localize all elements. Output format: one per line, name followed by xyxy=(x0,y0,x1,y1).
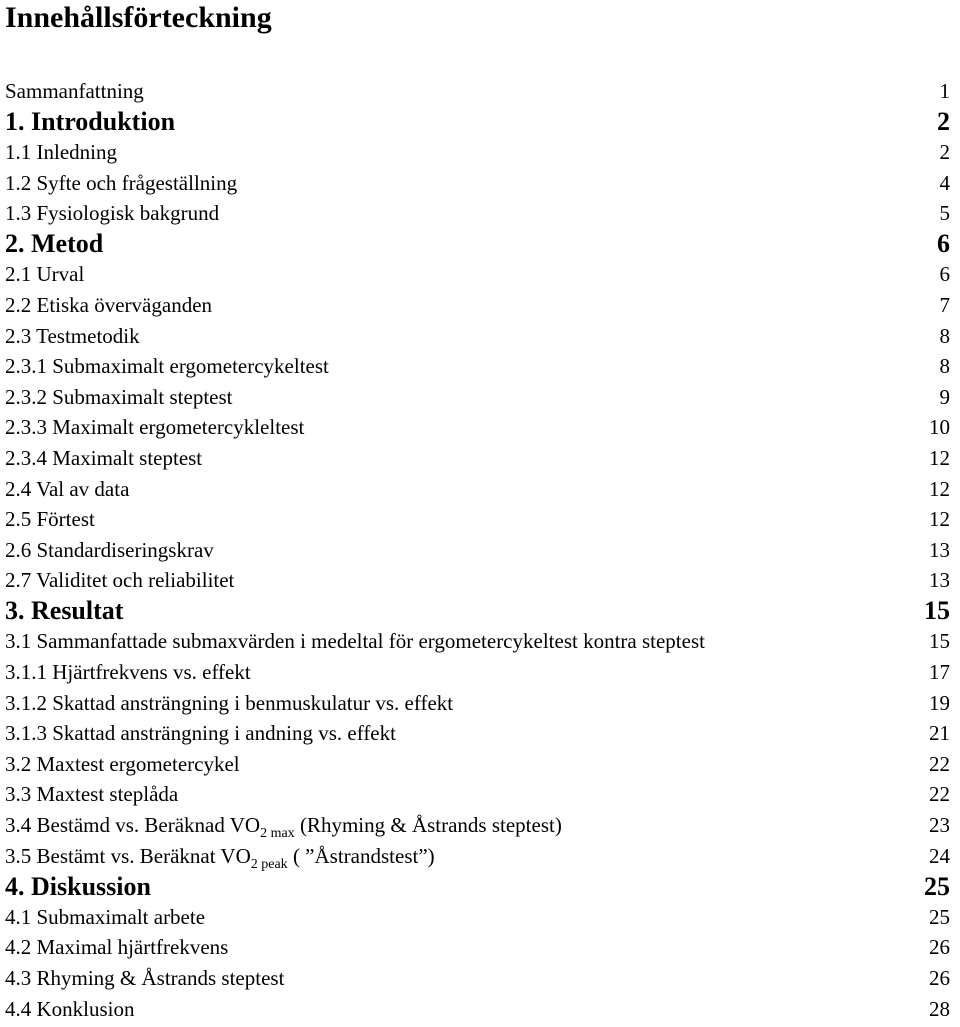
toc-entry-page: 25 xyxy=(929,904,950,929)
toc-entry-page: 12 xyxy=(929,507,950,532)
toc-section-row xyxy=(5,137,950,168)
toc-entry-title: 2.1 Urval xyxy=(5,262,85,287)
toc-entry-title-text: 3.5 Bestämt vs. Beräknat VO xyxy=(5,843,251,868)
table-of-contents xyxy=(5,76,950,1024)
toc-section-row xyxy=(5,290,950,321)
toc-entry-title: 2.2 Etiska överväganden xyxy=(5,292,213,317)
toc-entry-title: 3.2 Maxtest ergometercykel xyxy=(5,751,240,776)
toc-section-row xyxy=(5,168,950,199)
toc-entry-page: 9 xyxy=(939,384,950,409)
toc-chapter-row xyxy=(5,596,950,627)
toc-section-row xyxy=(5,688,950,719)
toc-entry-page: 8 xyxy=(939,354,950,379)
toc-section-row xyxy=(5,963,950,994)
toc-entry-page: 15 xyxy=(929,629,950,654)
toc-entry-title: 2.5 Förtest xyxy=(5,507,95,532)
toc-section-row xyxy=(5,198,950,229)
toc-section-row xyxy=(5,382,950,413)
toc-section-row xyxy=(5,718,950,749)
toc-section-row xyxy=(5,535,950,566)
toc-entry-page: 24 xyxy=(929,843,950,868)
toc-section-row xyxy=(5,933,950,964)
toc-entry-page: 23 xyxy=(929,813,950,838)
toc-entry-page: 17 xyxy=(929,660,950,685)
toc-entry-page: 6 xyxy=(939,262,950,287)
toc-chapter-row xyxy=(5,229,950,260)
toc-entry-title: 3.1.1 Hjärtfrekvens vs. effekt xyxy=(5,660,251,685)
toc-entry-title: 4. Diskussion xyxy=(5,871,151,901)
toc-entry-title: 2.3.1 Submaximalt ergometercykeltest xyxy=(5,354,329,379)
toc-entry-page: 25 xyxy=(924,871,950,901)
toc-entry-title: 2.3.2 Submaximalt steptest xyxy=(5,384,233,409)
toc-entry-title-text: 3.4 Bestämd vs. Beräknad VO xyxy=(5,813,261,838)
toc-entry-page: 2 xyxy=(939,139,950,164)
toc-entry-page: 6 xyxy=(937,229,950,259)
toc-section-row xyxy=(5,994,950,1025)
toc-section-row xyxy=(5,474,950,505)
toc-chapter-row xyxy=(5,107,950,138)
toc-entry-title: Sammanfattning xyxy=(5,78,144,103)
toc-entry-page: 1 xyxy=(939,78,950,103)
toc-section-row xyxy=(5,627,950,658)
toc-section-row xyxy=(5,443,950,474)
toc-entry-title: 2.3.3 Maximalt ergometercykleltest xyxy=(5,415,305,440)
toc-entry-page: 8 xyxy=(939,323,950,348)
toc-entry-title: 2.3.4 Maximalt steptest xyxy=(5,445,203,470)
toc-entry-page: 26 xyxy=(929,935,950,960)
toc-entry-title: 1.2 Syfte och frågeställning xyxy=(5,170,238,195)
toc-entry-title: 2. Metod xyxy=(5,229,104,259)
toc-entry-title: 4.1 Submaximalt arbete xyxy=(5,904,206,929)
toc-entry-page: 13 xyxy=(929,568,950,593)
toc-section-row xyxy=(5,902,950,933)
toc-entry-title: 3.3 Maxtest steplåda xyxy=(5,782,179,807)
toc-entry-title: 3.1 Sammanfattade submaxvärden i medeltal för ergometercykeltest kontra steptest xyxy=(5,629,705,654)
toc-entry-title: 1.3 Fysiologisk bakgrund xyxy=(5,201,220,226)
toc-section-row xyxy=(5,413,950,444)
toc-entry-title-text: ( ”Åstrandstest”) xyxy=(287,843,435,868)
toc-entry-page: 13 xyxy=(929,537,950,562)
toc-entry-title: 3. Resultat xyxy=(5,596,124,626)
toc-entry-page: 10 xyxy=(929,415,950,440)
toc-entry-title: 2.3 Testmetodik xyxy=(5,323,140,348)
toc-section-row xyxy=(5,321,950,352)
toc-entry-title: 2.4 Val av data xyxy=(5,476,130,501)
toc-entry-page: 28 xyxy=(929,996,950,1021)
toc-entry-page: 4 xyxy=(939,170,950,195)
toc-section-row xyxy=(5,841,950,872)
toc-section-row xyxy=(5,810,950,841)
toc-entry-subscript: 2 max xyxy=(260,826,295,842)
toc-entry-title: 1.1 Inledning xyxy=(5,139,117,164)
toc-entry-page: 12 xyxy=(929,476,950,501)
toc-entry-title xyxy=(5,813,562,842)
toc-entry-page: 22 xyxy=(929,782,950,807)
toc-section-row xyxy=(5,351,950,382)
toc-entry-page: 26 xyxy=(929,966,950,991)
toc-entry-title: 2.7 Validitet och reliabilitet xyxy=(5,568,235,593)
toc-entry-page: 15 xyxy=(924,596,950,626)
toc-entry-title: 3.1.3 Skattad ansträngning i andning vs. effekt xyxy=(5,721,396,746)
toc-entry-title: 2.6 Standardiseringskrav xyxy=(5,537,214,562)
toc-section-row xyxy=(5,260,950,291)
toc-section-row xyxy=(5,657,950,688)
toc-section-row xyxy=(5,76,950,107)
toc-entry-title: 4.3 Rhyming & Åstrands steptest xyxy=(5,966,285,991)
toc-entry-title: 4.4 Konklusion xyxy=(5,996,135,1021)
toc-section-row xyxy=(5,780,950,811)
toc-section-row xyxy=(5,504,950,535)
toc-section-row xyxy=(5,566,950,597)
page-title: Innehållsförteckning xyxy=(5,1,272,34)
toc-entry-page: 2 xyxy=(937,106,950,136)
toc-entry-title: 3.1.2 Skattad ansträngning i benmuskulatur vs. effekt xyxy=(5,690,454,715)
toc-section-row xyxy=(5,749,950,780)
toc-entry-title xyxy=(5,843,435,872)
toc-entry-page: 5 xyxy=(939,201,950,226)
toc-entry-page: 12 xyxy=(929,445,950,470)
toc-entry-page: 19 xyxy=(929,690,950,715)
toc-entry-page: 22 xyxy=(929,751,950,776)
toc-entry-page: 7 xyxy=(939,292,950,317)
toc-entry-subscript: 2 peak xyxy=(250,856,288,872)
toc-entry-page: 21 xyxy=(929,721,950,746)
toc-entry-title-text: (Rhyming & Åstrands steptest) xyxy=(294,813,562,838)
toc-chapter-row xyxy=(5,871,950,902)
toc-entry-title: 4.2 Maximal hjärtfrekvens xyxy=(5,935,229,960)
toc-entry-title: 1. Introduktion xyxy=(5,106,176,136)
